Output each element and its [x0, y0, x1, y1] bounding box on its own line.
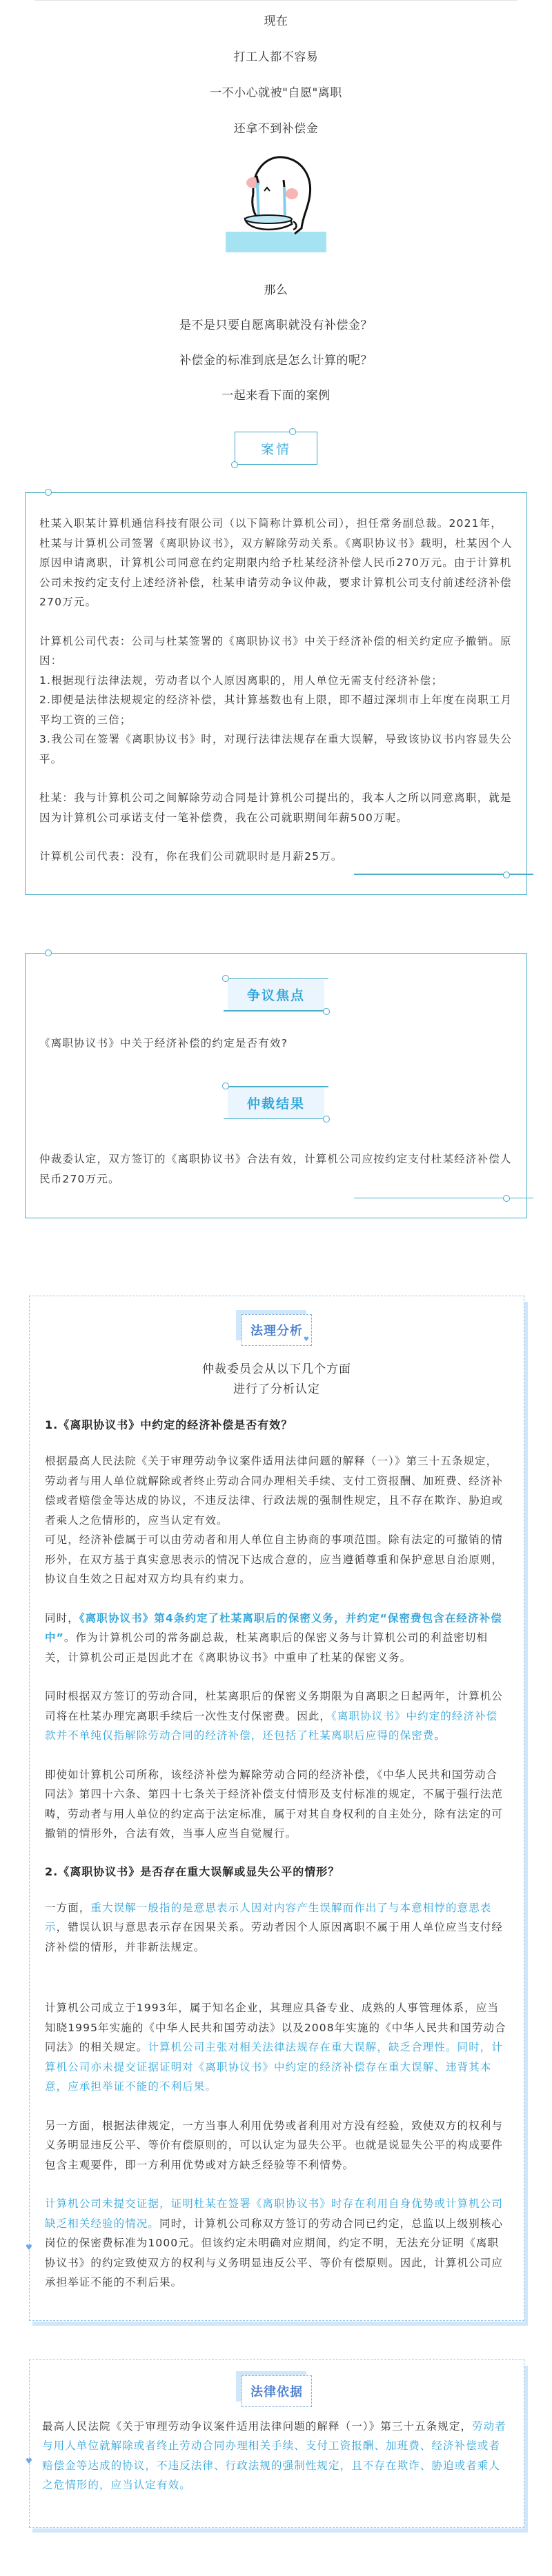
case-paragraph: 计算机公司代表：公司与杜某签署的《离职协议书》中关于经济补偿的相关约定应予撤销。原因：: [39, 634, 512, 667]
decor-dot-icon: [222, 975, 229, 982]
intro-line: 现在: [264, 14, 288, 28]
highlight-text: 计算机公司未提交证据，证明杜某在签署《离职协议书》时存在利用自身优势或计算机公司缺乏相关经验的情况。: [45, 2197, 504, 2230]
heart-icon: ♥: [26, 2456, 32, 2466]
focus-text: 《离职协议书》中关于经济补偿的约定是否有效?: [39, 1036, 288, 1049]
analysis-paragraph: 计算机公司成立于1993年，属于知名企业，其理应具备专业、成熟的人事管理体系，应当知晓1995年实施的《中华人民共和国劳动法》以及2008年实施的《中华人民共和国劳动合同法》的相关规定。计算机公司主张对相关法律法规存在重大误解，缺乏合理性。同时，计算机公司亦未提交证据证明对《离职协议书》中约定的经济补偿存在重大误解、违背其本意，应承担举证不能的不利后果。: [45, 2002, 506, 2093]
analysis-paragraph: 一方面，重大误解一般指的是意思表示人因对内容产生误解而作出了与本意相悖的意思表示，错误认识与意思表示存在因果关系。劳动者因个人原因离职不属于用人单位应当支付经济补偿的情形，并非新法规定。: [45, 1901, 504, 1953]
analysis-box: [26, 1296, 524, 2321]
analysis-paragraph: 同时根据双方签订的劳动合同，杜某离职后的保密义务期限为自离职之日起两年，计算机公司将在杜某办理完离职手续后一次性支付保密费。因此，《离职协议书》中约定的经济补偿款并不单纯仅指解除劳动合同的经济补偿，还包括了杜某离职后应得的保密费。: [45, 1690, 504, 1742]
analysis-heading: [241, 1314, 312, 1346]
analysis-heading-label: 法理分析: [250, 1324, 303, 1338]
intro-line: 还拿不到补偿金: [233, 122, 319, 136]
analysis-paragraph: 计算机公司未提交证据，证明杜某在签署《离职协议书》时存在利用自身优势或计算机公司缺乏相关经验的情况。同时，计算机公司称双方签订的劳动合同已约定，总监以上级别核心岗位的保密费标准为1000元。但该约定未明确对应期间，约定不明，无法充分证明《离职协议书》的约定致使双方的权利与义务明显违反公平、等价有偿原则。因此，计算机公司应承担举证不能的不利后果。: [45, 2197, 504, 2288]
law-paragraph: 最高人民法院《关于审理劳动争议案件适用法律问题的解释（一）》第三十五条规定，劳动者与用人单位就解除或者终止劳动合同办理相关手续、支付工资报酬、加班费、经济补偿或者赔偿金等达成的协议，不违反法律、行政法规的强制性规定，且不存在欺诈、胁迫或者乘人之危情形的，应当认定有效。: [42, 2419, 506, 2491]
question-2-heading: 2.《离职协议书》是否存在重大误解或显失公平的情形？: [45, 1864, 340, 1878]
intro-line: 是不是只要自愿离职就没有补偿金？: [179, 319, 373, 332]
decor-dot-icon: [503, 872, 510, 878]
focus-heading-label: 争议焦点: [246, 988, 305, 1003]
result-heading-label: 仲裁结果: [246, 1096, 305, 1111]
decor-dot-icon: [289, 428, 296, 435]
intro-line: 一起来看下面的案例: [221, 389, 331, 403]
decor-dot-icon: [45, 489, 52, 496]
highlight-text: 劳动者与用人单位就解除或者终止劳动合同办理相关手续、支付工资报酬、加班费、经济补偿或者赔偿金等达成的协议，不违反法律、行政法规的强制性规定，且不存在欺诈、胁迫或者乘人之危情形的，应当认定有效。: [42, 2419, 506, 2491]
result-text: 仲裁委认定，双方签订的《离职协议书》合法有效，计算机公司应按约定支付杜某经济补偿人民币270万元。: [39, 1153, 512, 1185]
decor-dot-icon: [222, 1083, 229, 1089]
case-paragraph: 杜某入职某计算机通信科技有限公司（以下简称计算机公司），担任常务副总裁。2021年，杜某与计算机公司签署《离职协议书》，双方解除劳动关系。《离职协议书》载明，杜某因个人原因申请离职，计算机公司同意在约定期限内给予杜某经济补偿人民币270万元。由于计算机公司未按约定支付上述经济补偿，杜某申请劳动争议仲裁，要求计算机公司支付前述经济补偿270万元。: [39, 517, 513, 608]
intro-top: [0, 1, 552, 147]
analysis-paragraph: 同时，《离职协议书》第4条约定了杜某离职后的保密义务，并约定“保密费包含在经济补偿中”。作为计算机公司的常务副总裁，杜某离职后的保密义务与计算机公司的利益密切相关，计算机公司正是因此才在《离职协议书》中重申了杜某的保密义务。: [45, 1611, 502, 1664]
case-heading: [235, 432, 317, 465]
heart-icon: ♥: [26, 2242, 32, 2252]
case-paragraph: 1.根据现行法律法规，劳动者以个人原因离职的，用人单位无需支付经济补偿；: [39, 674, 443, 687]
intro-bottom: [0, 273, 552, 414]
result-heading: [228, 1087, 324, 1118]
intro-line: 补偿金的标准到底是怎么计算的呢？: [179, 354, 373, 368]
analysis-paragraph: 即使如计算机公司所称，该经济补偿为解除劳动合同的经济补偿，《中华人民共和国劳动合同法》第四十六条、第四十七条关于经济补偿支付情形及支付标准的规定，不属于强行法范畴，劳动者与用人单位的约定高于法定标准，属于对其自身权利的自主处分，除有法定的可撤销的情形外，合法有效，当事人应当自觉履行。: [45, 1768, 504, 1840]
decor-dot-icon: [323, 1008, 330, 1015]
case-paragraph: 计算机公司代表：没有，你在我们公司就职时是月薪25万。: [39, 850, 343, 863]
case-paragraph: 2.即便是法律法规规定的经济补偿，其计算基数也有上限，即不超过深圳市上年度在岗职工月平均工资的三倍；: [39, 694, 513, 726]
case-paragraph: 杜某：我与计算机公司之间解除劳动合同是计算机公司提出的，我本人之所以同意离职，就是因为计算机公司承诺支付一笔补偿费，我在公司就职期间年薪500万呢。: [39, 792, 512, 824]
law-heading: [241, 2375, 312, 2407]
highlight-text: 《离职协议书》中约定的经济补偿款并不单纯仅指解除劳动合同的经济补偿，还包括了杜某离职后应得的保密费: [45, 1709, 498, 1742]
case-heading-label: 案情: [260, 441, 291, 457]
question-1-heading: 1.《离职协议书》中约定的经济补偿是否有效？: [45, 1418, 293, 1431]
intro-line: 一不小心就被"自愿"离职: [210, 86, 342, 100]
analysis-subtitle: 仲裁委员会从以下几个方面 进行了分析认定: [202, 1362, 351, 1396]
highlight-text: 计算机公司主张对相关法律法规存在重大误解，缺乏合理性。同时，计算机公司亦未提交证据证明对《离职协议书》中约定的经济补偿存在重大误解、违背其本意，应承担举证不能的不利后果。: [45, 2041, 504, 2093]
highlight-text: 重大误解一般指的是意思表示人因对内容产生误解而作出了与本意相悖的意思表示: [45, 1901, 492, 1933]
intro-line: 打工人都不容易: [233, 50, 319, 64]
decor-dot-icon: [323, 1116, 330, 1123]
crying-character-icon: [226, 152, 326, 252]
highlight-text: 《离职协议书》第4条约定了杜某离职后的保密义务，并约定“保密费包含在经济补偿中”: [45, 1611, 502, 1644]
heart-icon: ♥: [303, 1336, 309, 1343]
analysis-paragraph: 可见，经济补偿属于可以由劳动者和用人单位自主协商的事项范围。除有法定的可撤销的情形外，在双方基于真实意思表示的情况下达成合意的，应当遵循尊重和保护意思自治原则，协议自生效之日起对双方均具有约束力。: [45, 1533, 504, 1585]
intro-line: 那么: [264, 283, 288, 297]
analysis-paragraph: 另一方面，根据法律规定，一方当事人利用优势或者利用对方没有经验，致使双方的权利与义务明显违反公平、等价有偿原则的，可以认定为显失公平。也就是说显失公平的构成要件包含主观要件，即一方利用优势或对方缺乏经验等不利情势。: [45, 2119, 504, 2171]
crying-meme-image: [226, 152, 326, 252]
decor-dot-icon: [231, 461, 238, 468]
focus-box: [25, 953, 527, 1219]
law-heading-label: 法律依据: [250, 2384, 303, 2399]
focus-heading: [228, 980, 324, 1010]
decor-dot-icon: [503, 1195, 510, 1202]
case-paragraph: 3.我公司在签署《离职协议书》时，对现行法律法规存在重大误解，导致该协议书内容显失公平。: [39, 733, 513, 765]
decor-dot-icon: [45, 949, 52, 956]
case-box: [25, 492, 527, 895]
case-heading-wrap: [0, 432, 552, 465]
analysis-paragraph: 根据最高人民法院《关于审理劳动争议案件适用法律问题的解释（一）》第三十五条规定，劳动者与用人单位就解除或者终止劳动合同办理相关手续、支付工资报酬、加班费、经济补偿或者赔偿金等达成的协议，不违反法律、行政法规的强制性规定，且不存在欺诈、胁迫或者乘人之危情形的，应当认定有效。: [45, 1455, 504, 1527]
law-basis-box: [26, 2359, 524, 2528]
